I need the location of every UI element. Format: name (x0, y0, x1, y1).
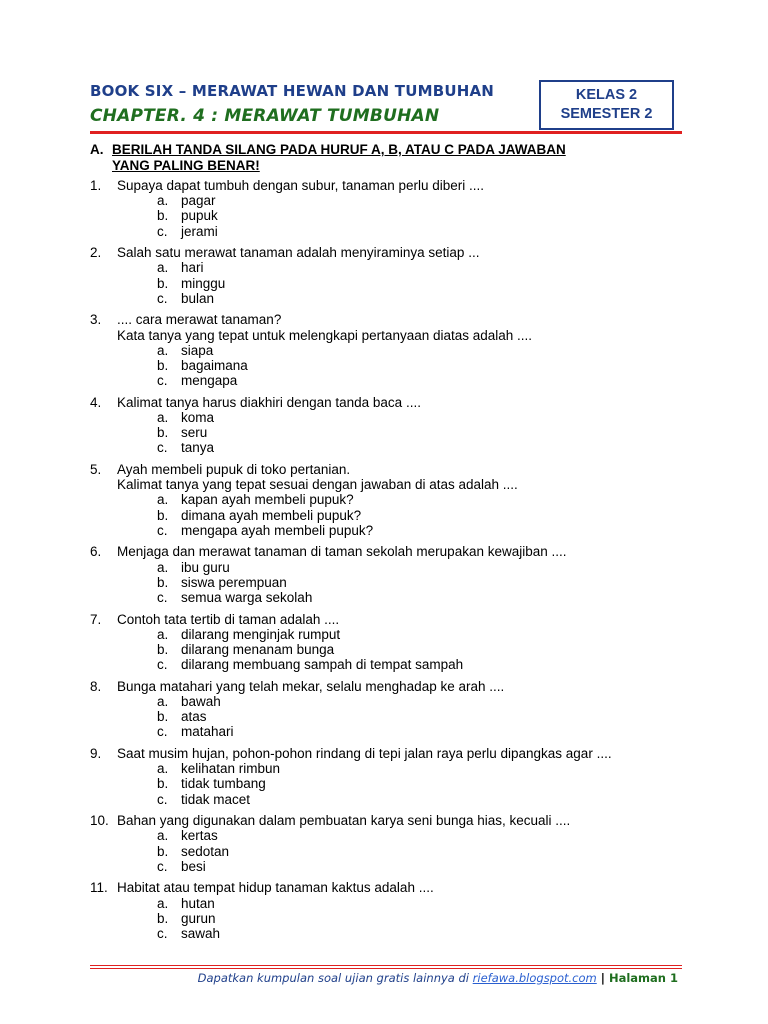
answer-option (157, 425, 690, 440)
option-text: dimana ayah membeli pupuk? (181, 507, 362, 523)
answer-option (157, 523, 690, 538)
option-letter: c. (157, 657, 168, 673)
option-text: ibu guru (181, 559, 230, 575)
question-number: 7. (90, 611, 102, 627)
option-text: tidak macet (181, 791, 251, 807)
answer-option (157, 560, 690, 575)
book-title: BOOK SIX – MERAWAT HEWAN DAN TUMBUHAN (90, 82, 495, 100)
question-item (90, 245, 690, 306)
option-letter: a. (157, 492, 169, 508)
option-text: bulan (181, 290, 215, 306)
option-text: semua warga sekolah (181, 590, 313, 606)
answer-option (157, 590, 690, 605)
question-number: 10. (90, 813, 109, 829)
answer-option (157, 627, 690, 642)
option-text: kelihatan rimbun (181, 761, 281, 777)
answer-option (157, 911, 690, 926)
option-letter: a. (157, 895, 169, 911)
answer-option (157, 776, 690, 791)
option-text: siapa (181, 342, 214, 358)
option-text: koma (181, 410, 215, 426)
footer-divider (90, 965, 682, 966)
question-item (90, 312, 690, 388)
answer-option (157, 358, 690, 373)
class-label: KELAS 2 (575, 87, 638, 103)
option-letter: b. (157, 507, 169, 523)
option-text: matahari (181, 724, 234, 740)
option-letter: a. (157, 193, 169, 209)
option-text: dilarang menanam bunga (181, 642, 335, 658)
option-letter: c. (157, 590, 168, 606)
question-text: Supaya dapat tumbuh dengan subur, tanaman perlu diberi .... (117, 178, 485, 193)
option-text: hari (181, 260, 204, 276)
option-text: kapan ayah membeli pupuk? (181, 492, 354, 508)
option-letter: b. (157, 275, 169, 291)
option-letter: c. (157, 926, 168, 942)
option-text: sawah (181, 926, 221, 942)
option-letter: a. (157, 559, 169, 575)
question-number: 5. (90, 462, 102, 478)
answer-option (157, 208, 690, 223)
option-letter: c. (157, 522, 168, 538)
question-text: .... cara merawat tanaman? (117, 312, 282, 328)
answer-option (157, 224, 690, 239)
option-text: tanya (181, 440, 215, 456)
option-text: jerami (181, 223, 218, 239)
chapter-title: CHAPTER. 4 : MERAWAT TUMBUHAN (90, 106, 440, 126)
answer-option (157, 859, 690, 874)
question-item (90, 746, 690, 807)
option-letter: b. (157, 910, 169, 926)
answer-option (157, 844, 690, 859)
question-number: 2. (90, 245, 102, 261)
question-text: Salah satu merawat tanaman adalah menyiraminya setiap ... (117, 245, 480, 261)
question-text: Ayah membeli pupuk di toko pertanian. (117, 462, 351, 478)
header-divider (90, 131, 682, 134)
footer (198, 971, 678, 985)
option-text: atas (181, 709, 207, 725)
option-text: siswa perempuan (181, 574, 287, 590)
question-item (90, 178, 690, 239)
option-text: gurun (181, 910, 216, 926)
question-list (90, 178, 690, 948)
option-letter: a. (157, 761, 169, 777)
answer-option (157, 260, 690, 275)
instruction-line-1: BERILAH TANDA SILANG PADA HURUF A, B, ATAU C PADA JAWABAN (112, 142, 566, 157)
question-item (90, 813, 690, 874)
semester-label: SEMESTER 2 (560, 106, 653, 122)
answer-option (157, 276, 690, 291)
option-text: sedotan (181, 843, 230, 859)
footer-separator: | (596, 971, 609, 985)
answer-option (157, 926, 690, 941)
answer-option (157, 373, 690, 388)
option-text: dilarang membuang sampah di tempat sampah (181, 657, 464, 673)
question-item (90, 880, 690, 941)
answer-option (157, 761, 690, 776)
question-text: Menjaga dan merawat tanaman di taman sekolah merupakan kewajiban .... (117, 544, 567, 560)
option-letter: b. (157, 709, 169, 725)
answer-option (157, 508, 690, 523)
footer-promo: Dapatkan kumpulan soal ujian gratis lainnya di (197, 971, 473, 985)
answer-option (157, 694, 690, 709)
question-text: Bahan yang digunakan dalam pembuatan karya seni bunga hias, kecuali .... (117, 813, 571, 829)
option-letter: a. (157, 828, 169, 844)
answer-option (157, 410, 690, 425)
question-text: Habitat atau tempat hidup tanaman kaktus adalah .... (117, 880, 434, 896)
question-text: Kalimat tanya yang tepat sesuai dengan jawaban di atas adalah .... (117, 477, 518, 493)
option-letter: b. (157, 358, 169, 374)
question-item (90, 612, 690, 673)
question-text: Kalimat tanya harus diakhiri dengan tanda baca .... (117, 394, 421, 410)
question-text: Bunga matahari yang telah mekar, selalu menghadap ke arah .... (117, 678, 505, 694)
answer-option (157, 792, 690, 807)
answer-option (157, 193, 690, 208)
question-number: 11. (90, 880, 108, 896)
question-item (90, 544, 690, 605)
answer-option (157, 492, 690, 507)
option-text: bawah (181, 694, 221, 710)
option-text: tidak tumbang (181, 776, 266, 792)
answer-option (157, 343, 690, 358)
question-item (90, 462, 690, 538)
option-letter: b. (157, 574, 169, 590)
option-text: pagar (181, 193, 216, 209)
option-text: mengapa (181, 373, 238, 389)
option-letter: c. (157, 373, 168, 389)
option-letter: c. (157, 724, 168, 740)
answer-option (157, 896, 690, 911)
option-letter: c. (157, 858, 168, 874)
option-letter: b. (157, 425, 169, 441)
answer-option (157, 724, 690, 739)
section-instruction (90, 142, 690, 174)
page-number: Halaman 1 (608, 971, 678, 985)
option-text: kertas (181, 828, 218, 844)
answer-option (157, 440, 690, 455)
option-text: bagaimana (181, 358, 248, 374)
option-text: hutan (181, 895, 215, 911)
answer-option (157, 291, 690, 306)
option-letter: b. (157, 208, 169, 224)
section-letter: A. (90, 142, 104, 157)
class-badge (539, 80, 674, 130)
question-item (90, 679, 690, 740)
question-number: 8. (90, 678, 102, 694)
option-text: besi (181, 858, 206, 874)
footer-divider-2 (90, 968, 682, 969)
question-number: 9. (90, 746, 102, 762)
option-letter: a. (157, 260, 169, 276)
option-letter: b. (157, 776, 169, 792)
answer-option (157, 657, 690, 672)
answer-option (157, 709, 690, 724)
question-text: Kata tanya yang tepat untuk melengkapi pertanyaan diatas adalah .... (117, 327, 533, 343)
question-number: 6. (90, 544, 102, 560)
answer-option (157, 828, 690, 843)
option-text: mengapa ayah membeli pupuk? (181, 522, 374, 538)
option-letter: a. (157, 626, 169, 642)
question-number: 1. (90, 178, 102, 193)
instruction-line-2: YANG PALING BENAR! (112, 158, 260, 173)
option-text: minggu (181, 275, 226, 291)
option-letter: a. (157, 410, 169, 426)
option-letter: c. (157, 223, 168, 239)
option-letter: c. (157, 791, 168, 807)
option-letter: a. (157, 694, 169, 710)
option-letter: b. (157, 642, 169, 658)
option-letter: c. (157, 440, 168, 456)
option-letter: c. (157, 290, 168, 306)
question-number: 4. (90, 394, 102, 410)
option-text: dilarang menginjak rumput (181, 626, 341, 642)
option-text: seru (181, 425, 208, 441)
question-number: 3. (90, 312, 102, 328)
question-text: Saat musim hujan, pohon-pohon rindang di tepi jalan raya perlu dipangkas agar .... (117, 746, 612, 762)
question-item (90, 395, 690, 456)
option-letter: a. (157, 342, 169, 358)
answer-option (157, 642, 690, 657)
question-text: Contoh tata tertib di taman adalah .... (117, 611, 340, 627)
option-text: pupuk (181, 208, 218, 224)
answer-option (157, 575, 690, 590)
footer-link[interactable]: riefawa.blogspot.com (472, 971, 597, 985)
option-letter: b. (157, 843, 169, 859)
